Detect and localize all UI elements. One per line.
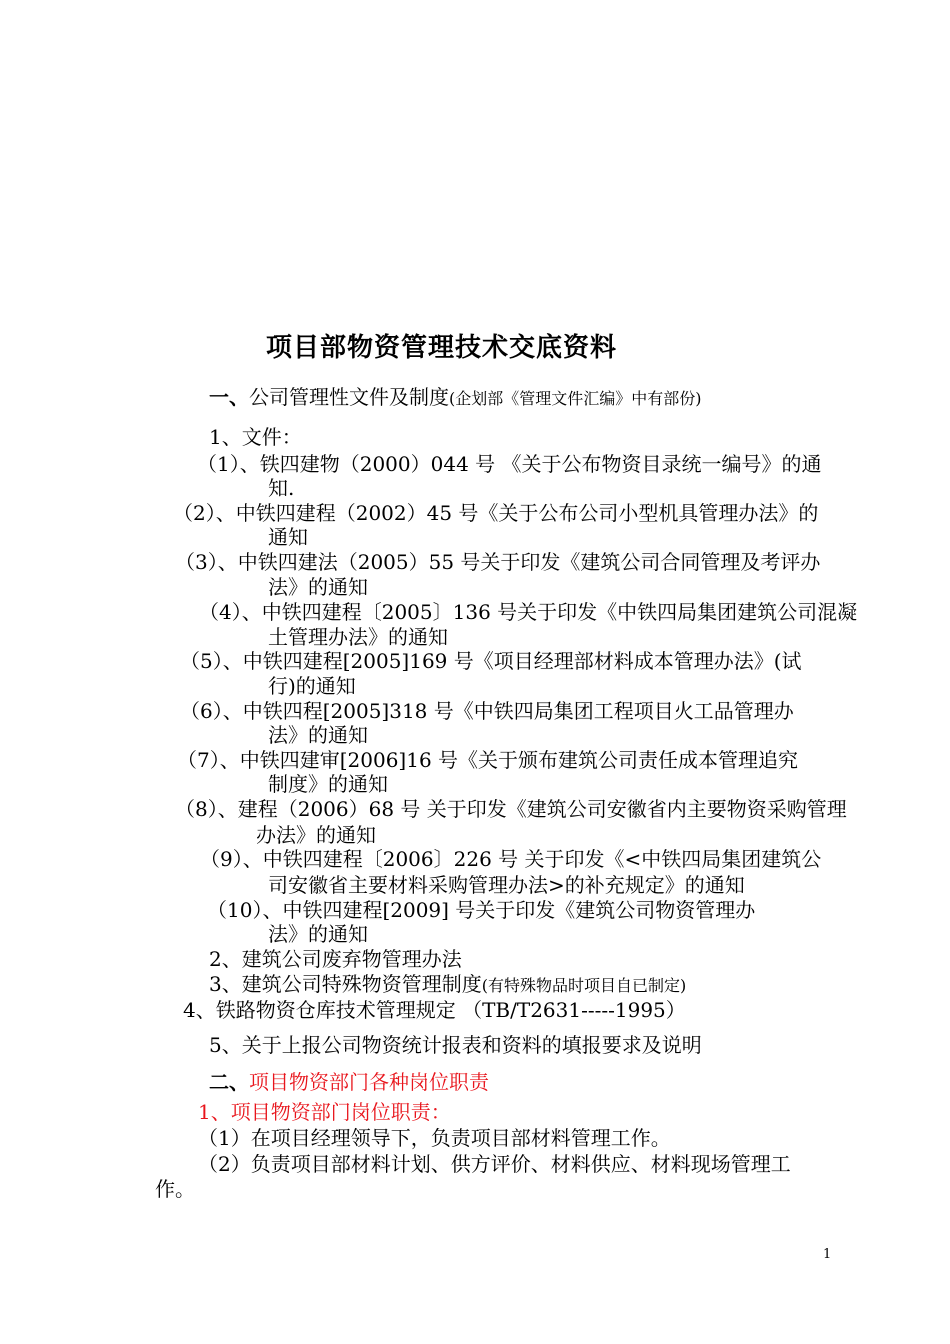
section1-sub1: 1、文件：	[209, 425, 302, 449]
section1-sub3-text: 3、建筑公司特殊物资管理制度	[209, 972, 482, 996]
file-item-4-line2: 土管理办法》的通知	[268, 625, 448, 649]
section2-paragraph-2-line1: （2）负责项目部材料计划、供方评价、材料供应、材料现场管理工	[198, 1152, 791, 1176]
section1-sub3	[209, 971, 686, 999]
file-item-8-line1: （8）、建程（2006）68 号 关于印发《建筑公司安徽省内主要物资采购管理	[175, 797, 847, 821]
section2-paragraph-1: （1）在项目经理领导下，负责项目部材料管理工作。	[198, 1126, 671, 1150]
file-item-9-line2: 司安徽省主要材料采购管理办法>的补充规定》的通知	[268, 873, 745, 897]
section2-heading-text: 项目物资部门各种岗位职责	[249, 1070, 489, 1094]
section1-sub5: 5、关于上报公司物资统计报表和资料的填报要求及说明	[209, 1033, 702, 1057]
file-item-3-line2: 法》的通知	[268, 575, 368, 599]
file-item-3-line1: （3）、中铁四建法（2005）55 号关于印发《建筑公司合同管理及考评办	[175, 550, 821, 574]
file-item-5-line2: 行)的通知	[268, 674, 356, 698]
document-title: 项目部物资管理技术交底资料	[266, 333, 618, 363]
file-item-2-line1: （2）、中铁四建程（2002）45 号《关于公布公司小型机具管理办法》的	[173, 501, 819, 525]
file-item-7-line1: （7）、中铁四建审[2006]16 号《关于颁布建筑公司责任成本管理追究	[177, 748, 799, 772]
file-item-10-line1: （10）、中铁四建程[2009] 号关于印发《建筑公司物资管理办	[207, 898, 756, 922]
file-item-1-line2: 知.	[268, 476, 295, 500]
section2-sub1: 1、项目物资部门岗位职责：	[198, 1100, 451, 1124]
section1-heading-text: 公司管理性文件及制度	[249, 385, 449, 409]
section2-heading	[209, 1069, 489, 1095]
section1-sub3-note: (有特殊物品时项目自已制定)	[481, 976, 687, 995]
file-item-6-line1: （6）、中铁四程[2005]318 号《中铁四局集团工程项目火工品管理办	[180, 699, 794, 723]
file-item-4-line1: （4）、中铁四建程〔2005〕136 号关于印发《中铁四局集团建筑公司混凝	[199, 600, 858, 624]
section1-heading-note: (企划部《管理文件汇编》中有部份)	[449, 389, 702, 408]
file-item-7-line2: 制度》的通知	[268, 772, 388, 796]
section2-number: 二、	[209, 1070, 249, 1094]
file-item-10-line2: 法》的通知	[268, 922, 368, 946]
page-number: 1	[823, 1247, 832, 1262]
file-item-6-line2: 法》的通知	[268, 723, 368, 747]
section1-heading	[209, 384, 702, 412]
section1-number: 一、	[209, 385, 249, 409]
file-item-9-line1: （9）、中铁四建程〔2006〕226 号 关于印发《<中铁四局集团建筑公	[200, 847, 822, 871]
file-item-2-line2: 通知	[268, 525, 308, 549]
section1-sub4: 4、铁路物资仓库技术管理规定 （TB/T2631-----1995）	[183, 998, 686, 1022]
file-item-1-line1: （1）、铁四建物（2000）044 号 《关于公布物资目录统一编号》的通	[197, 452, 822, 476]
section2-paragraph-2-line2: 作。	[155, 1177, 195, 1201]
section1-sub2: 2、建筑公司废弃物管理办法	[209, 947, 462, 971]
file-item-5-line1: （5）、中铁四建程[2005]169 号《项目经理部材料成本管理办法》(试	[180, 649, 802, 673]
file-item-8-line2: 办法》的通知	[256, 823, 376, 847]
